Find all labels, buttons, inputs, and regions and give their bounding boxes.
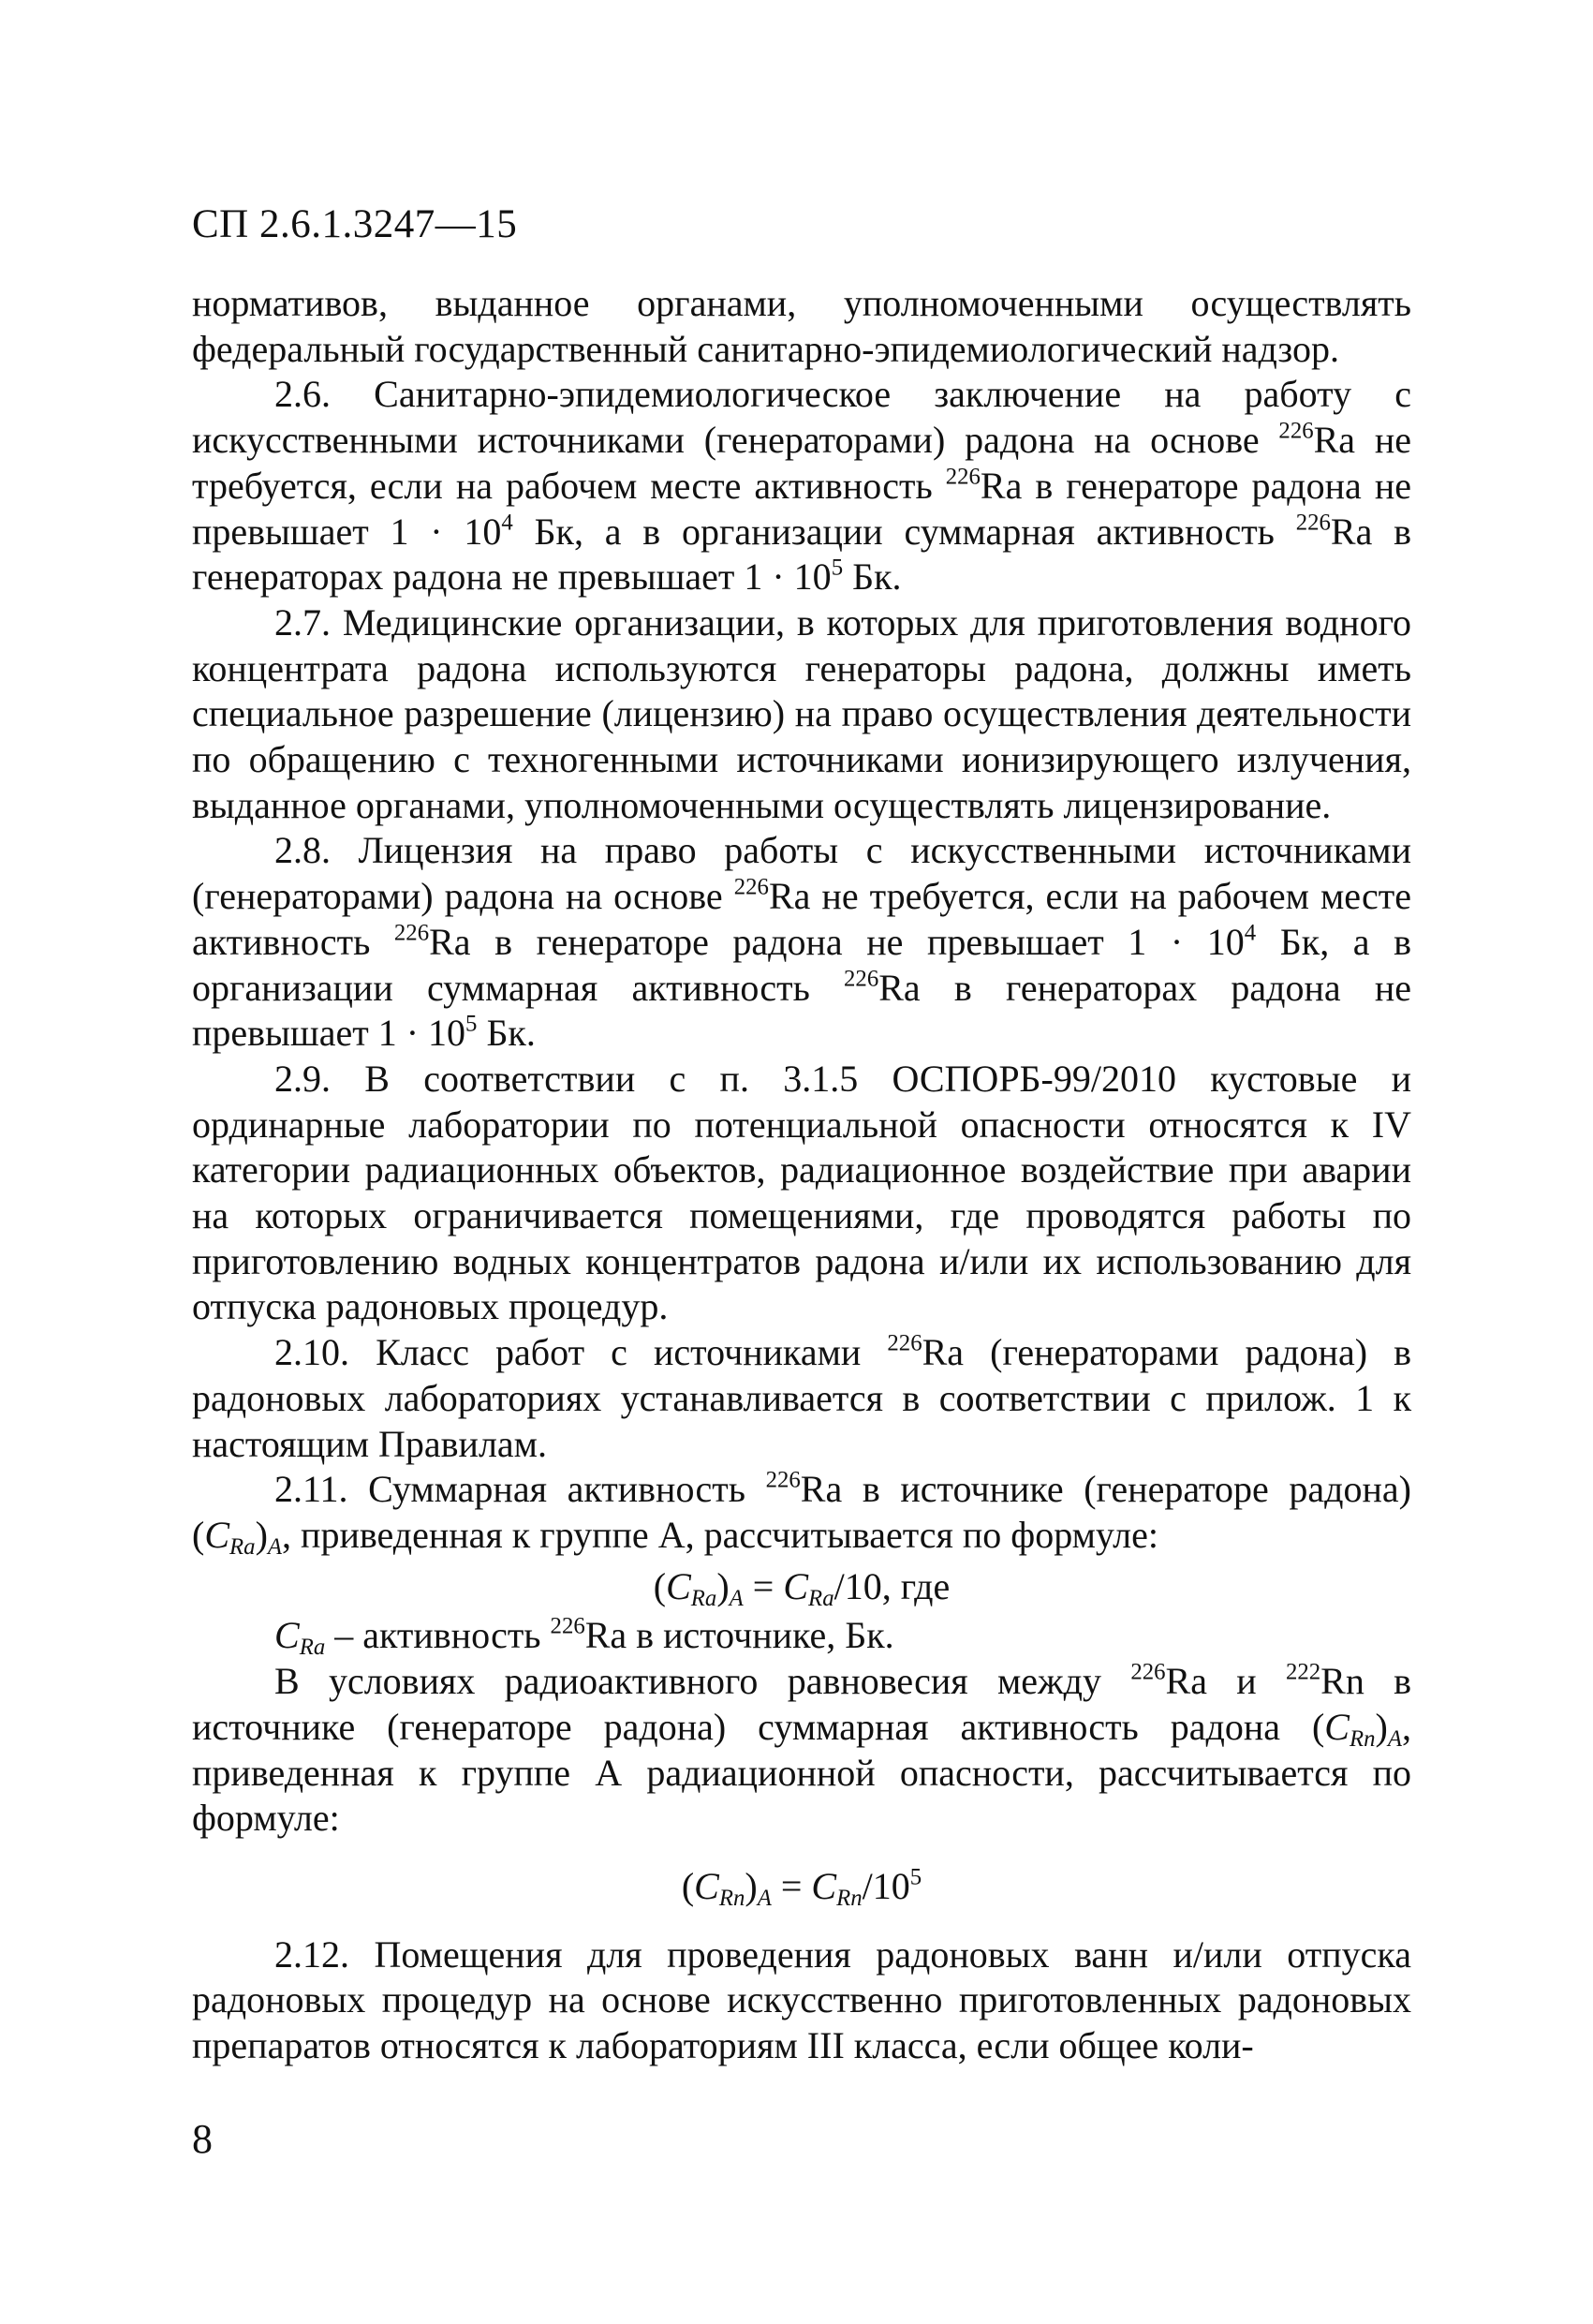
paragraph-2-10: 2.10. Класс работ с источниками $^{226}$Ra (генераторами радона) в радоновых лабораториях устанавливается в соответствии с прилож. 1 к настоящим Правилам. <box>192 1330 1411 1465</box>
paragraph-2-8: 2.8. Лицензия на право работы с искусственными источниками (генераторами) радона на основе $^{226}$Ra не требуется, если на рабочем месте активность $^{226}$Ra в генераторе радона не превышает $1 \cdot 10^4$ Бк, а в организации суммарная активность $^{226}$Ra в генераторах радона не превышает $1 \cdot 10^5$ Бк. <box>192 829 1412 1055</box>
paragraph-2-9: 2.9. В соответствии с п. 3.1.5 ОСПОРБ-99/2010 кустовые и ординарные лаборатории по потенциальной опасности относятся к IV категории радиационных объектов, радиационное воздействие при аварии на которых ограничивается помещениями, где проводятся работы по приготовлению водных концентратов радона и/или их использованию для отпуска радоновых процедур. <box>192 1057 1411 1328</box>
paragraph-intro: нормативов, выданное органами, уполномоченными осуществлять федеральный государственный санитарно-эпидемиологический надзор. <box>192 282 1411 370</box>
formula-c-rn-a: $(C_{Rn})_A = C_{Rn}/10^5$ <box>681 1864 922 1911</box>
paragraph-2-7: 2.7. Медицинские организации, в которых для приготовления водного концентрата радона используются генераторы радона, должны иметь специальное разрешение (лицензию) на право осуществления деятельности по обращению с техногенными источниками ионизирующего излучения, выданное органами, уполномоченными осуществлять лицензирование. <box>192 600 1411 826</box>
document-body <box>192 281 1411 2069</box>
paragraph-2-12: 2.12. Помещения для проведения радоновых ванн и/или отпуска радоновых процедур на основе искусственно приготовленных радоновых препаратов относятся к лабораториям III класса, если общее коли- <box>192 1932 1411 2067</box>
page-number: 8 <box>192 2116 213 2162</box>
document-code-header: СП 2.6.1.3247—15 <box>192 202 518 246</box>
definition-c-ra: $C_{Ra}$ – активность $^{226}$Ra в источнике, Бк. <box>274 1614 894 1661</box>
paragraph-radioactive-equilibrium: В условиях радиоактивного равновесия между $^{226}$Ra и $^{222}$Rn в источнике (генераторе радона) суммарная активность радона $(C_{Rn})_A$, приведенная к группе А радиационной опасности, рассчитывается по формуле: <box>192 1659 1411 1840</box>
paragraph-2-6: 2.6. Санитарно-эпидемиологическое заключение на работу с искусственными источниками (генераторами) радона на основе $^{226}$Ra не требуется, если на рабочем месте активность $^{226}$Ra в генераторе радона не превышает $1 \cdot 10^4$ Бк, а в организации суммарная активность $^{226}$Ra в генераторах радона не превышает $1 \cdot 10^5$ Бк. <box>192 373 1412 599</box>
paragraph-2-11: 2.11. Суммарная активность $^{226}$Ra в источнике (генераторе радона) $(C_{Ra})_A$, приведенная к группе А, рассчитывается по формуле: <box>192 1467 1411 1560</box>
formula-c-ra-a: $(C_{Ra})_A = C_{Ra}/10$, где <box>653 1564 951 1611</box>
